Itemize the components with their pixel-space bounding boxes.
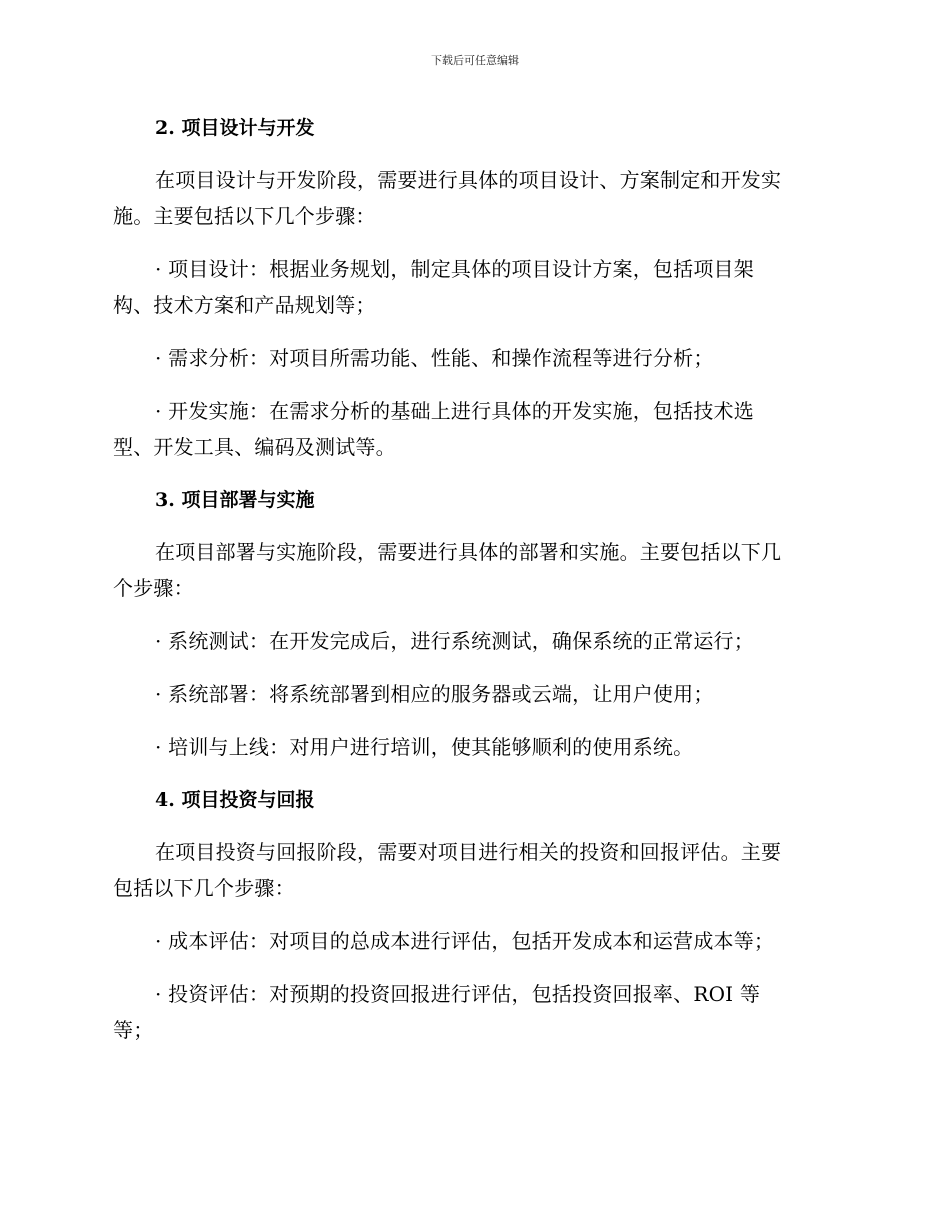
- text-line: · 需求分析：对项目所需功能、性能、和操作流程等进行分析；: [155, 346, 714, 370]
- list-item: [113, 976, 833, 1048]
- text-line: · 系统部署：将系统部署到相应的服务器或云端，让用户使用；: [155, 682, 714, 706]
- text-line: · 培训与上线：对用户进行培训，使其能够顺利的使用系统。: [155, 735, 694, 759]
- list-item: [113, 623, 833, 659]
- document-body: [113, 110, 833, 1048]
- text-line: 在项目设计与开发阶段，需要进行具体的项目设计、方案制定和开发实: [155, 168, 782, 192]
- section-heading: 4. 项目投资与回报: [155, 789, 315, 811]
- section-heading: 3. 项目部署与实施: [155, 489, 315, 511]
- text-line: · 系统测试：在开发完成后，进行系统测试，确保系统的正常运行；: [155, 629, 754, 653]
- text-line: · 成本评估：对项目的总成本进行评估，包括开发成本和运营成本等；: [155, 929, 775, 953]
- section-intro: [113, 162, 833, 234]
- section-intro: [113, 834, 833, 906]
- text-line: 构、技术方案和产品规划等；: [113, 293, 376, 317]
- text-line: · 开发实施：在需求分析的基础上进行具体的开发实施，包括技术选: [155, 399, 754, 423]
- list-item: [113, 340, 833, 376]
- text-line: · 投资评估：对预期的投资回报进行评估，包括投资回报率、ROI 等: [155, 982, 761, 1006]
- list-item: [113, 676, 833, 712]
- text-line: 型、开发工具、编码及测试等。: [113, 435, 396, 459]
- text-line: 在项目部署与实施阶段，需要进行具体的部署和实施。主要包括以下几: [155, 540, 782, 564]
- text-line: 个步骤：: [113, 576, 194, 600]
- text-line: 在项目投资与回报阶段，需要对项目进行相关的投资和回报评估。主要: [155, 840, 782, 864]
- list-item: [113, 251, 833, 323]
- list-item: [113, 393, 833, 465]
- text-line: 等；: [113, 1018, 154, 1042]
- page-header: 下载后可任意编辑: [431, 54, 519, 67]
- list-item: [113, 729, 833, 765]
- list-item: [113, 923, 833, 959]
- text-line: 施。主要包括以下几个步骤：: [113, 204, 376, 228]
- section-heading: 2. 项目设计与开发: [155, 117, 315, 139]
- section-intro: [113, 534, 833, 606]
- text-line: 包括以下几个步骤：: [113, 876, 295, 900]
- text-line: · 项目设计：根据业务规划，制定具体的项目设计方案，包括项目架: [155, 257, 754, 281]
